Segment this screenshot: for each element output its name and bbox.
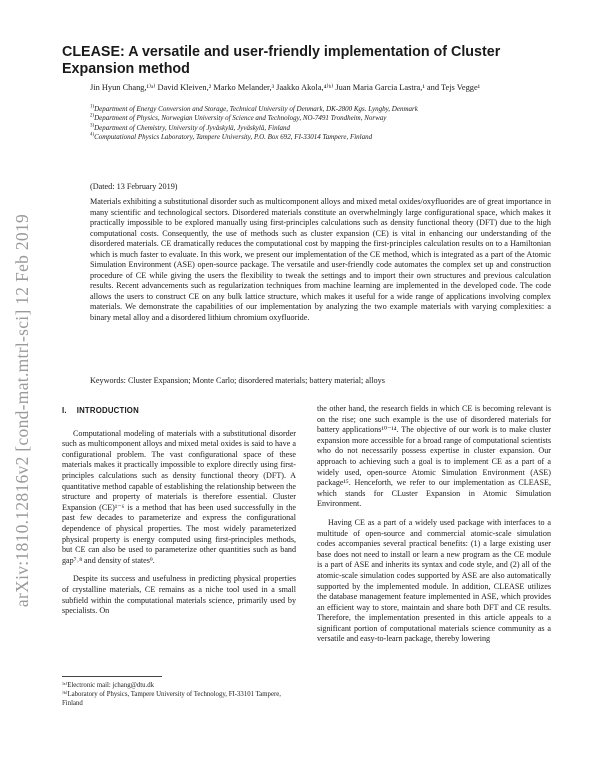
affiliation-4: $^{4)}$Computational Physics Laboratory, Tampere University, P.O. Box 692, FI-33014 Tampere, Finland <box>90 132 373 141</box>
footnotes <box>62 676 296 708</box>
affiliation-1: $^{1)}$Department of Energy Conversion and Storage, Technical University of Denmark, DK-2800 Kgs. Lyngby, Denmark <box>90 104 418 113</box>
section-number: I. <box>62 406 67 415</box>
footnote-email: ⁾ᵃ⁾Electronic mail: jchang@dtu.dk <box>62 682 155 689</box>
affiliation-3: $^{3)}$Department of Chemistry, University of Jyväskylä, Jyväskylä, Finland <box>90 123 291 132</box>
body-paragraph: Having CE as a part of a widely used package with interfaces to a multitude of open-source and commercial atomic-scale simulation codes accompanies several practical benefits: (1) a large existing user base does not need to install or learn a new program as the CE module is a part of ASE and inherits its syntax and code style, and (2) all of the atomic-scale simulation codes supported by ASE are also automatically supported by the implemented module. In addition, CLEASE utilizes the database management feature implemented in ASE, which provides an efficient way to store, maintain and share both DFT and CE results. Therefore, the implementation presented in this article appeals to a significant portion of computational materials science community as a versatile and easy-to-learn package, thereby lowering <box>317 517 551 644</box>
left-column <box>62 406 296 617</box>
dated-line: (Dated: 13 February 2019) <box>90 182 178 191</box>
arxiv-id-text: arXiv:1810.12816v2 [cond-mat.mtrl-sci] 12 Feb 2019 <box>12 213 33 607</box>
arxiv-identifier <box>10 175 36 645</box>
affiliation-2: $^{2)}$Department of Physics, Norwegian University of Science and Technology, NO-7491 Trondheim, Norway <box>90 113 387 123</box>
keywords: Keywords: Cluster Expansion; Monte Carlo; disordered materials; battery material; alloys <box>90 376 385 385</box>
footnote-rule <box>62 676 162 677</box>
section-heading <box>62 406 296 417</box>
body-paragraph: Despite its success and usefulness in predicting physical properties of crystalline materials, CE remains as a niche tool used in a small subfield within the computational materials science, primarily used by specialists. On <box>62 574 296 616</box>
section-title: INTRODUCTION <box>76 406 139 415</box>
author-list: Jin Hyun Chang,¹⁾ᵃ⁾ David Kleiven,² Marko Melander,³ Jaakko Akola,⁴⁾ᵇ⁾ Juan Maria Garcia Lastra,¹ and Tejs Vegge¹ <box>90 83 481 92</box>
right-column <box>317 404 551 645</box>
body-paragraph: the other hand, the research fields in which CE is becoming relevant is on the rise; one such example is the use of disordered materials for battery applications¹⁰⁻¹⁴. The objective of our work is to make cluster expansion more accessible for a broad range of computational scientists who do not necessarily possess expertise in cluster expansion. Our approach to achieving such a goal is to implement CE as a part of a widely used, open-source Atomic Simulation Environment (ASE) package¹⁵. Henceforth, we refer to our implementation as CLEASE, which stands for CLuster Expansion in Atomic Simulation Environment. <box>317 404 551 509</box>
affiliations <box>90 105 550 142</box>
body-paragraph: Computational modeling of materials with a substitutional disorder such as multicomponent alloys and mixed metal oxides is said to have a configurational problem. The vast configurational space of these materials makes it practically impossible to explore directly using first-principles calculations such as density functional theory (DFT). A quantitative method capable of establishing the relationship between the structure and property of materials is therefore essential. Cluster Expansion (CE)¹⁻⁶ is a method that has been used successfully in the past few decades to parameterize and express the configurational dependence of physical properties. The most widely parameterized physical property is energy computed using first-principles methods, but CE can also be used to parameterize other quantities such as band gap⁷˒⁸ and density of states⁹. <box>62 428 296 565</box>
footnote-affiliation: ⁾ᵇ⁾Laboratory of Physics, Tampere University of Technology, FI-33101 Tampere, Finland <box>62 691 281 707</box>
abstract: Materials exhibiting a substitutional disorder such as multicomponent alloys and mixed metal oxides/oxyfluorides are of great importance in many scientific and technological sectors. Disordered materials constitute an overwhelmingly large configurational space, which makes it practically impossible to be explored manually using first-principles calculations such as density functional theory (DFT) due to the high computational costs. Consequently, the use of methods such as cluster expansion (CE) is vital in enhancing our understanding of the disordered materials. CE dramatically reduces the computational cost by mapping the first-principles calculation results on to a Hamiltonian which is much faster to evaluate. In this work, we present our implementation of the CE method, which is integrated as a part of the Atomic Simulation Environment (ASE) open-source package. The versatile and user-friendly code automates the complex set up and construction procedure of CE while giving the users the flexibility to tweak the settings and to import their own structures and previous calculation results. Recent advancements such as regularization techniques from machine learning are implemented in the developed code. The code allows the users to construct CE on any bulk lattice structure, which makes it useful for a wide range of applications involving complex materials. We demonstrate the capabilities of our implementation by analyzing the two example materials with varying complexities: a binary metal alloy and a disordered lithium chromium oxyfluoride. <box>90 197 551 322</box>
paper-title: CLEASE: A versatile and user-friendly implementation of Cluster Expansion method <box>62 44 501 77</box>
